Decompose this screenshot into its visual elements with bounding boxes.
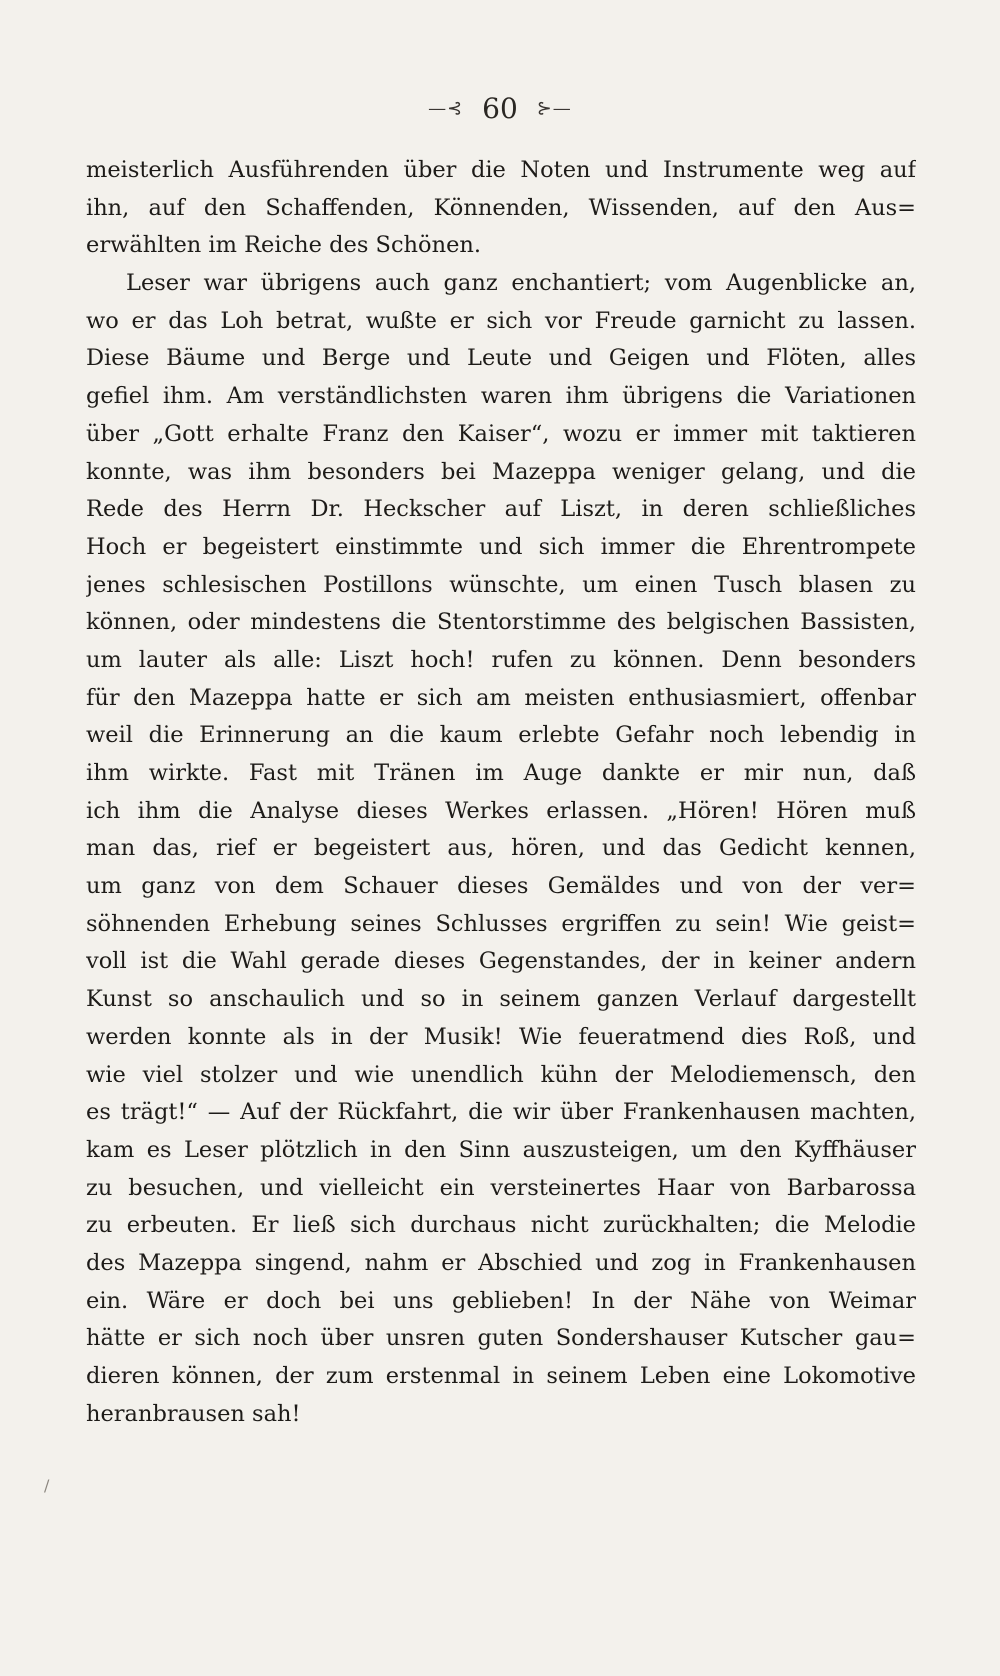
text-line: jenes schlesischen Postillons wünschte, um einen Tusch blasen zu	[86, 571, 916, 598]
text-line: es trägt!“ — Auf der Rückfahrt, die wir über Frankenhausen machten,	[86, 1099, 916, 1126]
page-header	[0, 90, 1000, 125]
page-number: 60	[482, 92, 518, 125]
text-line: werden konnte als in der Musik! Wie feueratmend dies Roß, und	[86, 1023, 916, 1050]
text-line: für den Mazeppa hatte er sich am meisten enthusiasmiert, offenbar	[86, 684, 916, 711]
text-line: ein. Wäre er doch bei uns geblieben! In der Nähe von Weimar	[86, 1287, 916, 1314]
text-line: Hoch er begeistert einstimmte und sich immer die Ehrentrompete	[86, 533, 916, 560]
ornament-left: —⊰	[428, 98, 464, 119]
text-line: heranbrausen sah!	[86, 1400, 301, 1427]
text-line: um lauter als alle: Liszt hoch! rufen zu können. Denn besonders	[86, 646, 916, 673]
text-line: dieren können, der zum erstenmal in seinem Leben eine Lokomotive	[86, 1363, 916, 1389]
text-line: Rede des Herrn Dr. Heckscher auf Liszt, in deren schließliches	[86, 496, 916, 523]
text-line: meisterlich Ausführenden über die Noten und Instrumente weg auf	[86, 157, 916, 183]
text-line: des Mazeppa singend, nahm er Abschied und zog in Frankenhausen	[86, 1249, 916, 1276]
text-line: voll ist die Wahl gerade dieses Gegenstandes, der in keiner andern	[86, 948, 916, 975]
text-line: kam es Leser plötzlich in den Sinn auszusteigen, um den Kyffhäuser	[86, 1136, 916, 1163]
text-line: weil die Erinnerung an die kaum erlebte Gefahr noch lebendig in	[86, 722, 916, 749]
text-line: man das, rief er begeistert aus, hören, und das Gedicht kennen,	[86, 835, 916, 862]
text-line: wie viel stolzer und wie unendlich kühn der Melodiemensch, den	[86, 1061, 916, 1088]
text-line: über „Gott erhalte Franz den Kaiser“, wozu er immer mit taktieren	[86, 420, 916, 447]
text-line: ihn, auf den Schaffenden, Könnenden, Wissenden, auf den Aus=	[86, 194, 916, 221]
body-text	[86, 152, 916, 1433]
text-line: können, oder mindestens die Stentorstimme des belgischen Bassisten,	[86, 609, 916, 636]
text-line: hätte er sich noch über unsren guten Sondershauser Kutscher gau=	[86, 1325, 916, 1352]
text-line: Diese Bäume und Berge und Leute und Geigen und Flöten, alles	[86, 345, 916, 372]
text-line: zu erbeuten. Er ließ sich durchaus nicht zurückhalten; die Melodie	[86, 1212, 916, 1239]
text-line: um ganz von dem Schauer dieses Gemäldes und von der ver=	[86, 873, 916, 900]
text-line: ich ihm die Analyse dieses Werkes erlassen. „Hören! Hören muß	[86, 797, 916, 824]
text-line: konnte, was ihm besonders bei Mazeppa weniger gelang, und die	[86, 458, 916, 485]
stray-pencil-mark: /	[44, 1476, 50, 1495]
ornament-right: ⊱—	[536, 98, 572, 119]
text-line: wo er das Loh betrat, wußte er sich vor Freude garnicht zu lassen.	[86, 307, 916, 334]
text-line: erwählten im Reiche des Schönen.	[86, 232, 482, 259]
text-line: zu besuchen, und vielleicht ein versteinertes Haar von Barbarossa	[86, 1174, 916, 1201]
text-line: ihm wirkte. Fast mit Tränen im Auge dankte er mir nun, daß	[86, 760, 916, 786]
text-line: Kunst so anschaulich und so in seinem ganzen Verlauf dargestellt	[86, 986, 916, 1013]
text-line: gefiel ihm. Am verständlichsten waren ihm übrigens die Variationen	[86, 383, 916, 410]
text-line: Leser war übrigens auch ganz enchantiert; vom Augenblicke an,	[126, 270, 916, 297]
text-line: söhnenden Erhebung seines Schlusses ergriffen zu sein! Wie geist=	[86, 910, 916, 937]
